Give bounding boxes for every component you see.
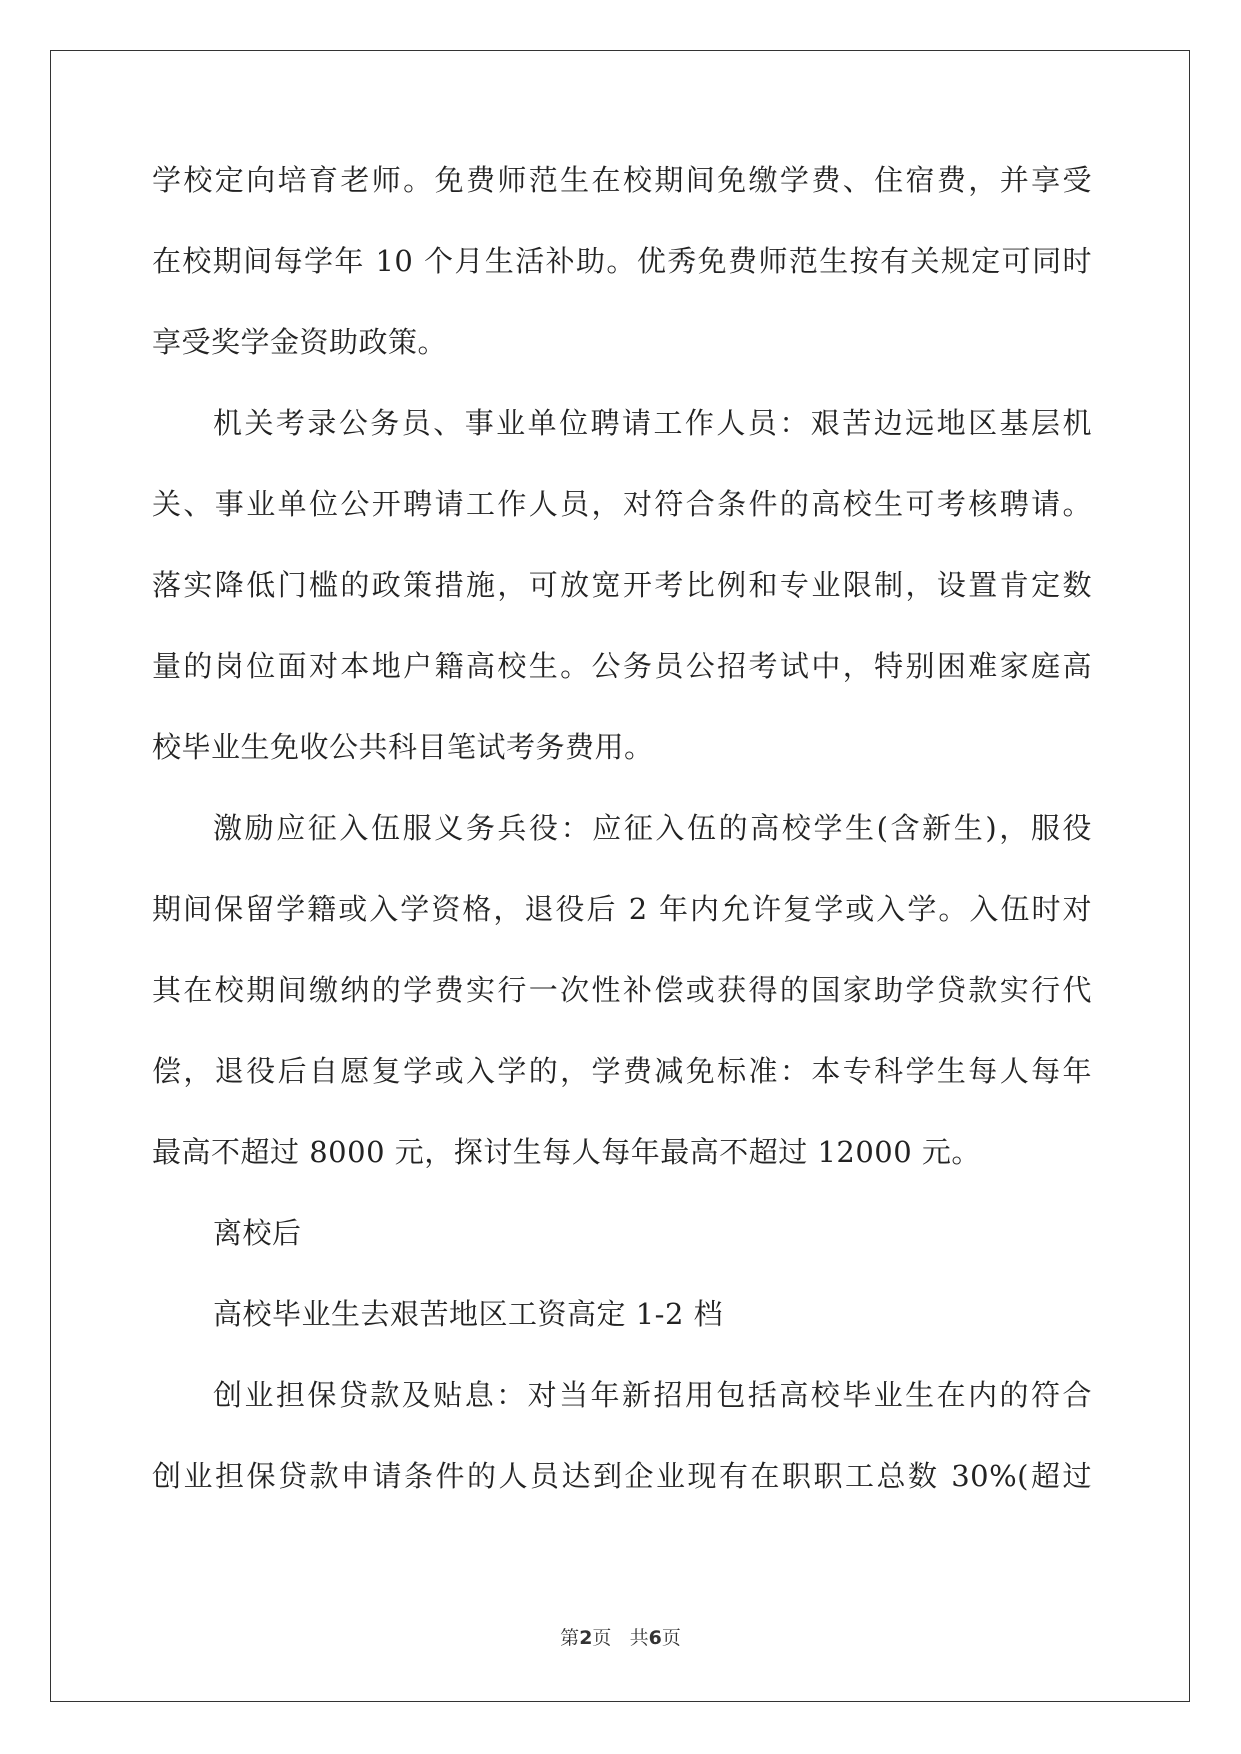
document-body: [152, 165, 1092, 1542]
text-line: 学校定向培育老师。免费师范生在校期间免缴学费、住宿费，并享受: [152, 163, 1092, 197]
text-line: 偿，退役后自愿复学或入学的，学费减免标准：本专科学生每人每年: [152, 1054, 1092, 1088]
text-line: 校毕业生免收公共科目笔试考务费用。: [152, 730, 654, 764]
text-line: 期间保留学籍或入学资格，退役后 2 年内允许复学或入学。入伍时对: [152, 892, 1092, 926]
page-number: 2: [579, 1627, 593, 1649]
text-line: 量的岗位面对本地户籍高校生。公务员公招考试中，特别困难家庭高: [152, 649, 1092, 683]
text-line: 创业担保贷款申请条件的人员达到企业现有在职职工总数 30%(超过: [152, 1459, 1092, 1493]
total-prefix: 共: [629, 1627, 649, 1649]
total-pages: 6: [648, 1627, 662, 1649]
page-footer: [0, 1623, 1241, 1650]
text-line: 高校毕业生去艰苦地区工资高定 1-2 档: [213, 1297, 724, 1331]
text-line: 最高不超过 8000 元，探讨生每人每年最高不超过 12000 元。: [152, 1135, 981, 1169]
page-suffix: 页: [592, 1627, 612, 1649]
text-line: 离校后: [213, 1216, 302, 1250]
text-line: 关、事业单位公开聘请工作人员，对符合条件的高校生可考核聘请。: [152, 487, 1092, 521]
text-line: 创业担保贷款及贴息：对当年新招用包括高校毕业生在内的符合: [213, 1378, 1092, 1412]
text-line: 落实降低门槛的政策措施，可放宽开考比例和专业限制，设置肯定数: [152, 568, 1092, 602]
text-line: 机关考录公务员、事业单位聘请工作人员：艰苦边远地区基层机: [213, 406, 1092, 440]
text-line: 享受奖学金资助政策。: [152, 325, 448, 359]
text-line: 在校期间每学年 10 个月生活补助。优秀免费师范生按有关规定可同时: [152, 244, 1092, 278]
text-line: 其在校期间缴纳的学费实行一次性补偿或获得的国家助学贷款实行代: [152, 973, 1092, 1007]
text-line: 激励应征入伍服义务兵役：应征入伍的高校学生(含新生)，服役: [213, 811, 1092, 845]
page-prefix: 第: [560, 1627, 580, 1649]
total-suffix: 页: [661, 1627, 681, 1649]
